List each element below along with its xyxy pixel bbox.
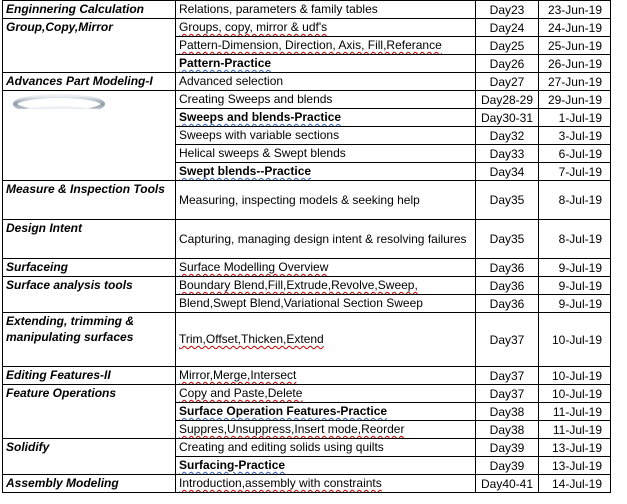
table-row [3, 73, 611, 91]
date-cell: 10-Jul-19 [539, 385, 611, 403]
table-row [3, 163, 611, 181]
date-cell: 29-Jun-19 [539, 91, 611, 109]
table-row [3, 385, 611, 403]
table-row [3, 367, 611, 385]
table-row [3, 181, 611, 220]
date-cell: 13-Jul-19 [539, 439, 611, 457]
table-row [3, 91, 611, 109]
description-cell: Trim,Offset,Thicken,Extend [176, 313, 476, 367]
day-cell: Day25 [476, 37, 539, 55]
topic-cell [3, 163, 176, 181]
table-row [3, 55, 611, 73]
date-cell: 26-Jun-19 [539, 55, 611, 73]
day-cell: Day36 [476, 259, 539, 277]
description-cell: Advanced selection [176, 73, 476, 91]
topic-cell: Solidify [3, 439, 176, 457]
table-row [3, 259, 611, 277]
date-cell: 8-Jul-19 [539, 220, 611, 259]
date-cell: 7-Jul-19 [539, 163, 611, 181]
day-cell: Day36 [476, 277, 539, 295]
topic-cell [3, 145, 176, 163]
day-cell: Day26 [476, 55, 539, 73]
day-cell: Day28-29 [476, 91, 539, 109]
date-cell: 24-Jun-19 [539, 19, 611, 37]
date-cell: 10-Jul-19 [539, 313, 611, 367]
table-row [3, 457, 611, 475]
table-row [3, 37, 611, 55]
date-cell: 9-Jul-19 [539, 295, 611, 313]
topic-cell: Advances Part Modeling-I [3, 73, 176, 91]
table-row [3, 475, 611, 493]
description-cell: Copy and Paste,Delete [176, 385, 476, 403]
description-cell: Surface Modelling Overview [176, 259, 476, 277]
description-cell: Pattern-Dimension, Direction, Axis, Fill,Referance [176, 37, 476, 55]
day-cell: Day39 [476, 439, 539, 457]
description-cell: Suppres,Unsuppress,Insert mode,Reorder [176, 421, 476, 439]
description-cell: Blend,Swept Blend,Variational Section Sweep [176, 295, 476, 313]
date-cell: 8-Jul-19 [539, 181, 611, 220]
day-cell: Day37 [476, 367, 539, 385]
table-row [3, 109, 611, 127]
table-row [3, 313, 611, 367]
topic-cell [3, 295, 176, 313]
description-cell: Sweeps with variable sections [176, 127, 476, 145]
date-cell: 11-Jul-19 [539, 421, 611, 439]
day-cell: Day36 [476, 295, 539, 313]
description-cell: Swept blends--Practice [176, 163, 476, 181]
day-cell: Day32 [476, 127, 539, 145]
day-cell: Day23 [476, 1, 539, 19]
description-cell: Sweeps and blends-Practice [176, 109, 476, 127]
day-cell: Day27 [476, 73, 539, 91]
day-cell: Day35 [476, 181, 539, 220]
description-cell: Pattern-Practice [176, 55, 476, 73]
day-cell: Day33 [476, 145, 539, 163]
topic-cell: Group,Copy,Mirror [3, 19, 176, 37]
topic-cell: Measure & Inspection Tools [3, 181, 176, 220]
date-cell: 11-Jul-19 [539, 403, 611, 421]
day-cell: Day40-41 [476, 475, 539, 493]
topic-cell [3, 457, 176, 475]
topic-cell: Feature Operations [3, 385, 176, 403]
table-row [3, 403, 611, 421]
day-cell: Day30-31 [476, 109, 539, 127]
description-cell: Surfacing-Practice [176, 457, 476, 475]
date-cell: 10-Jul-19 [539, 367, 611, 385]
date-cell: 14-Jul-19 [539, 475, 611, 493]
rings-icon [9, 93, 109, 109]
topic-cell: Surface analysis tools [3, 277, 176, 295]
table-row [3, 421, 611, 439]
description-cell: Introduction,assembly with constraints [176, 475, 476, 493]
description-cell: Helical sweeps & Swept blends [176, 145, 476, 163]
table-row [3, 439, 611, 457]
day-cell: Day38 [476, 403, 539, 421]
day-cell: Day38 [476, 421, 539, 439]
topic-cell [3, 55, 176, 73]
topic-cell [3, 109, 176, 127]
date-cell: 6-Jul-19 [539, 145, 611, 163]
table-row [3, 295, 611, 313]
topic-cell [3, 37, 176, 55]
topic-cell [3, 403, 176, 421]
topic-cell: Editing Features-II [3, 367, 176, 385]
date-cell: 23-Jun-19 [539, 1, 611, 19]
date-cell: 9-Jul-19 [539, 277, 611, 295]
day-cell: Day37 [476, 313, 539, 367]
description-cell: Surface Operation Features-Practice [176, 403, 476, 421]
day-cell: Day34 [476, 163, 539, 181]
table-row [3, 127, 611, 145]
description-cell: Capturing, managing design intent & resolving failures [176, 220, 476, 259]
date-cell: 3-Jul-19 [539, 127, 611, 145]
topic-cell [3, 127, 176, 145]
day-cell: Day39 [476, 457, 539, 475]
rings-image-cell [3, 91, 176, 109]
day-cell: Day37 [476, 385, 539, 403]
description-cell: Boundary Blend,Fill,Extrude,Revolve,Sweep, [176, 277, 476, 295]
topic-cell: Design Intent [3, 220, 176, 259]
date-cell: 25-Jun-19 [539, 37, 611, 55]
description-cell: Groups, copy, mirror & udf's [176, 19, 476, 37]
table-row [3, 19, 611, 37]
date-cell: 9-Jul-19 [539, 259, 611, 277]
description-cell: Relations, parameters & family tables [176, 1, 476, 19]
description-cell: Creating Sweeps and blends [176, 91, 476, 109]
date-cell: 13-Jul-19 [539, 457, 611, 475]
topic-cell: Assembly Modeling [3, 475, 176, 493]
schedule-table [2, 0, 611, 493]
date-cell: 1-Jul-19 [539, 109, 611, 127]
day-cell: Day24 [476, 19, 539, 37]
table-row [3, 277, 611, 295]
topic-cell [3, 421, 176, 439]
topic-cell: Surfaceing [3, 259, 176, 277]
description-cell: Creating and editing solids using quilts [176, 439, 476, 457]
description-cell: Mirror,Merge,Intersect [176, 367, 476, 385]
date-cell: 27-Jun-19 [539, 73, 611, 91]
topic-cell: Enginnering Calculation [3, 1, 176, 19]
table-row [3, 1, 611, 19]
topic-cell: Extending, trimming & manipulating surfaces [3, 313, 176, 367]
day-cell: Day35 [476, 220, 539, 259]
table-row [3, 145, 611, 163]
table-row [3, 220, 611, 259]
description-cell: Measuring, inspecting models & seeking help [176, 181, 476, 220]
